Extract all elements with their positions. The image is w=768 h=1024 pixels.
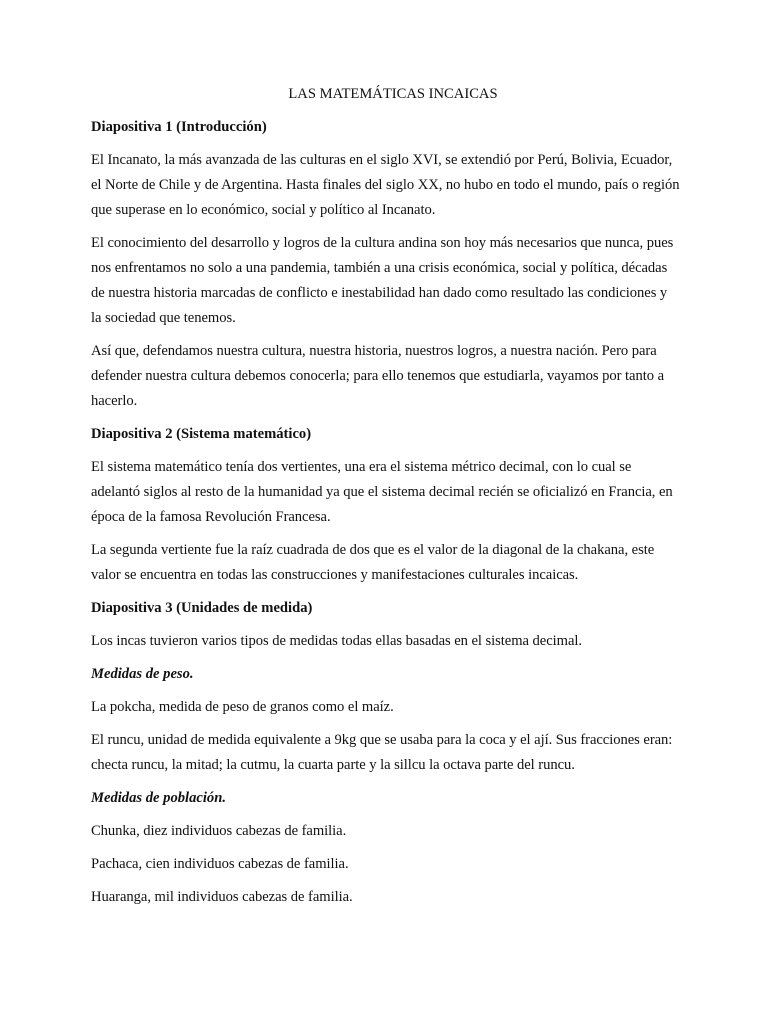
paragraph: La pokcha, medida de peso de granos como el maíz. [91,699,394,715]
section-heading-diapositiva-3: Diapositiva 3 (Unidades de medida) [91,600,313,616]
paragraph: Chunka, diez individuos cabezas de familia. [91,823,347,839]
paragraph: El Incanato, la más avanzada de las culturas en el siglo XVI, se extendió por Perú, Bolivia, Ecuador, el Norte de Chile y de Argentina. Hasta finales del siglo XX, no hubo en todo el mundo, país o región que superase en lo económico, social y político al Incanato. [91,152,680,218]
section-heading-diapositiva-1: Diapositiva 1 (Introducción) [91,119,267,135]
subheading-medidas-de-peso: Medidas de peso. [91,666,194,682]
paragraph: Los incas tuvieron varios tipos de medidas todas ellas basadas en el sistema decimal. [91,633,582,649]
paragraph: Huaranga, mil individuos cabezas de familia. [91,889,353,905]
paragraph: La segunda vertiente fue la raíz cuadrada de dos que es el valor de la diagonal de la chakana, este valor se encuentra en todas las construcciones y manifestaciones culturales incaicas. [91,542,655,583]
paragraph: El sistema matemático tenía dos vertientes, una era el sistema métrico decimal, con lo cual se adelantó siglos al resto de la humanidad ya que el sistema decimal recién se oficializó en Francia, en época de la famosa Revolución Francesa. [91,459,673,525]
paragraph: El runcu, unidad de medida equivalente a 9kg que se usaba para la coca y el ají. Sus fracciones eran: checta runcu, la mitad; la cutmu, la cuarta parte y la sillcu la octava parte del runcu. [91,732,673,773]
section-heading-diapositiva-2: Diapositiva 2 (Sistema matemático) [91,426,312,442]
document-title: LAS MATEMÁTICAS INCAICAS [288,86,498,102]
paragraph: Así que, defendamos nuestra cultura, nuestra historia, nuestros logros, a nuestra nación. Pero para defender nuestra cultura debemos conocerla; para ello tenemos que estudiarla, vayamos por tanto a hacerlo. [91,343,664,409]
paragraph: El conocimiento del desarrollo y logros de la cultura andina son hoy más necesarios que nunca, pues nos enfrentamos no solo a una pandemia, también a una crisis económica, social y política, décadas de nuestra historia marcadas de conflicto e inestabilidad han dado como resultado las condiciones y la sociedad que tenemos. [91,235,674,326]
paragraph: Pachaca, cien individuos cabezas de familia. [91,856,349,872]
document-body [91,82,681,918]
subheading-medidas-de-poblacion: Medidas de población. [91,790,226,806]
